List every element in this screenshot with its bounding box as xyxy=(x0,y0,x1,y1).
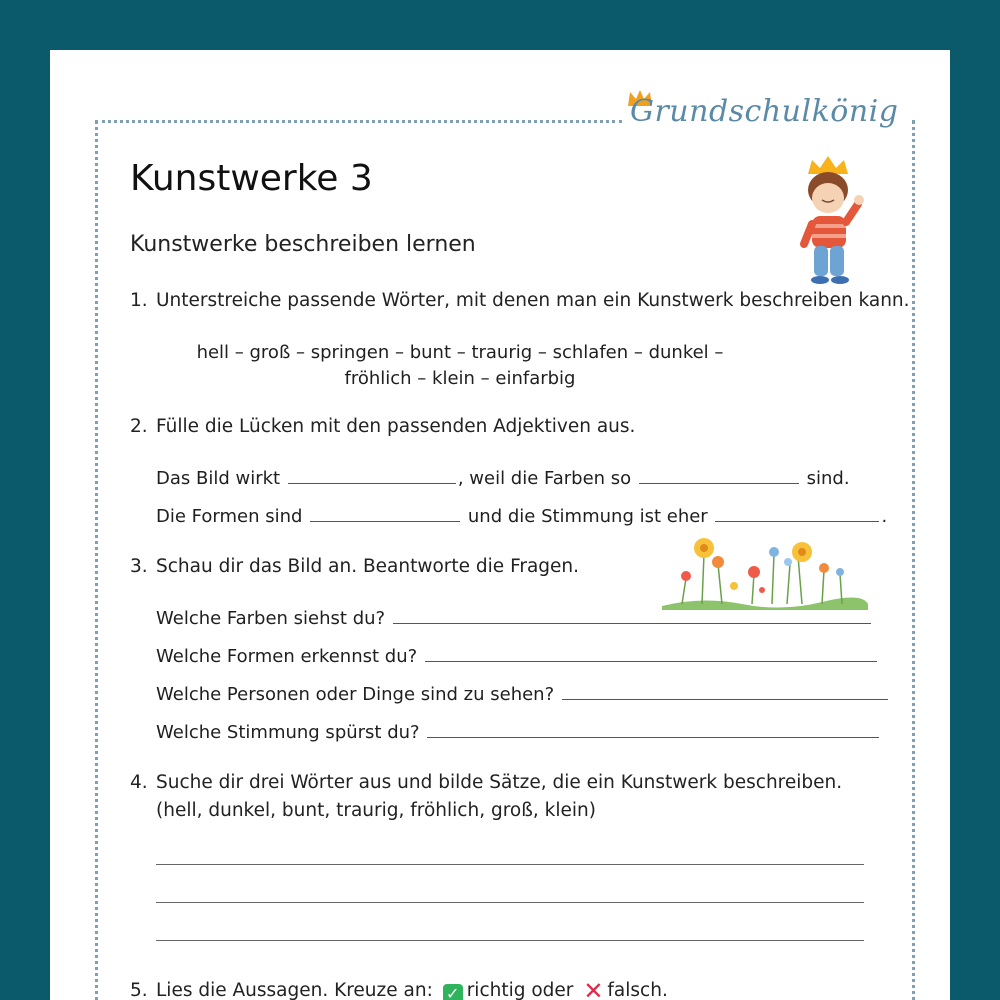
question-1 xyxy=(130,290,910,311)
question-prompt: Welche Personen oder Dinge sind zu sehen? xyxy=(156,684,555,705)
gap-sentence-2 xyxy=(156,506,887,527)
answer-line[interactable] xyxy=(156,940,864,941)
question-text: Unterstreiche passende Wörter, mit denen man ein Kunstwerk beschreiben kann. xyxy=(156,290,910,311)
check-icon: ✓ xyxy=(443,984,463,1000)
answer-line[interactable] xyxy=(425,647,877,662)
question-4-word-hint: (hell, dunkel, bunt, traurig, fröhlich, groß, klein) xyxy=(156,800,596,821)
question-4 xyxy=(130,772,842,793)
answer-line[interactable] xyxy=(393,609,871,624)
question-2 xyxy=(130,416,635,437)
subtitle: Kunstwerke beschreiben lernen xyxy=(130,232,476,257)
sentence-text: . xyxy=(881,506,888,527)
question-number: 3. xyxy=(130,556,148,577)
blank-field[interactable] xyxy=(639,469,799,484)
answer-line[interactable] xyxy=(562,685,888,700)
question-text: richtig oder xyxy=(466,980,574,1000)
question-number: 2. xyxy=(130,416,148,437)
question-3 xyxy=(130,556,579,577)
word-list-line-1: hell – groß – springen – bunt – traurig – schlafen – dunkel – xyxy=(196,342,724,363)
sentence-text: , weil die Farben so xyxy=(457,468,632,489)
question-3-row-1 xyxy=(156,608,873,629)
blank-field[interactable] xyxy=(288,469,456,484)
question-prompt: Welche Stimmung spürst du? xyxy=(156,722,420,743)
sentence-text: und die Stimmung ist eher xyxy=(467,506,708,527)
question-prompt: Welche Formen erkennst du? xyxy=(156,646,418,667)
cross-icon: ✕ xyxy=(583,977,604,1000)
worksheet-page xyxy=(50,50,950,1000)
flower-meadow-illustration xyxy=(662,534,868,610)
page-title: Kunstwerke 3 xyxy=(130,158,373,199)
boy-illustration xyxy=(788,154,870,290)
question-3-row-4 xyxy=(156,722,881,743)
question-number: 4. xyxy=(130,772,148,793)
answer-line[interactable] xyxy=(156,902,864,903)
answer-line[interactable] xyxy=(427,723,879,738)
question-3-row-2 xyxy=(156,646,879,667)
question-prompt: Welche Farben siehst du? xyxy=(156,608,386,629)
answer-line[interactable] xyxy=(156,864,864,865)
question-number: 1. xyxy=(130,290,148,311)
question-text: Schau dir das Bild an. Beantworte die Fragen. xyxy=(156,556,580,577)
question-number: 5. xyxy=(130,980,148,1000)
dotted-border-top xyxy=(95,120,622,123)
question-text: Suche dir drei Wörter aus und bilde Sätze, die ein Kunstwerk beschreiben. xyxy=(156,772,843,793)
blank-field[interactable] xyxy=(715,507,879,522)
question-text: Lies die Aussagen. Kreuze an: xyxy=(156,980,433,1000)
question-3-row-3 xyxy=(156,684,890,705)
word-list-line-2: fröhlich – klein – einfarbig xyxy=(344,368,576,389)
question-text: falsch. xyxy=(607,980,668,1000)
gap-sentence-1 xyxy=(156,468,850,489)
question-5 xyxy=(130,977,668,1000)
word-list xyxy=(160,340,760,392)
brand-logo: Grundschulkönig xyxy=(630,94,899,129)
blank-field[interactable] xyxy=(310,507,460,522)
question-text: Fülle die Lücken mit den passenden Adjektiven aus. xyxy=(156,416,636,437)
sentence-text: Die Formen sind xyxy=(156,506,303,527)
sentence-text: sind. xyxy=(806,468,850,489)
sentence-text: Das Bild wirkt xyxy=(156,468,281,489)
